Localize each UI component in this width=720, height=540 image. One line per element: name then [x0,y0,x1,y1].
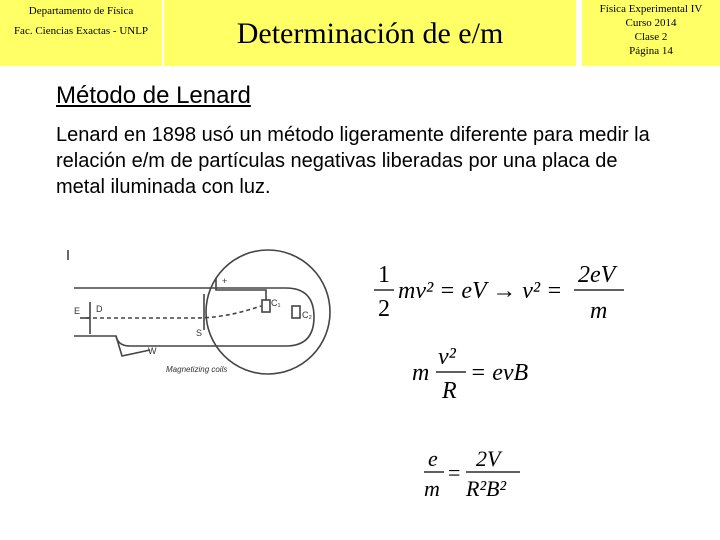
eq1-half-denominator: 2 [378,296,390,322]
eq3-right-denominator: R²B² [466,476,507,501]
vacuum-tube [74,288,314,346]
faculty-label: Fac. Ciencias Exactas - UNLP [13,25,149,37]
slide-topic-title: Determinación de e/m [236,17,504,50]
c2-label: C₂ [302,310,312,320]
course-year: Curso 2014 [625,17,677,29]
eq1-right-numerator: 2eV [578,262,616,288]
coil-caption: Magnetizing coils [166,365,228,374]
eq2-denominator: R [442,378,457,404]
page-number: Página 14 [629,45,673,57]
eq1-half-numerator: 1 [378,262,390,288]
plus-terminal-label: + [222,276,228,286]
eq3-equals: = [448,460,461,485]
d-label: D [96,304,103,314]
w-label: W [148,346,157,356]
class-number: Clase 2 [634,31,668,43]
c1-label: C₁ [271,298,281,308]
eq3-left-denominator: m [424,476,440,501]
e-label: E [74,306,81,316]
body-paragraph: Lenard en 1898 usó un método ligeramente diferente para medir la relación e/m de partículas negativas liberadas por una placa de metal iluminada con luz. [56,124,650,198]
equation-force [408,342,538,404]
eq2-numerator: v² [438,344,456,370]
equation-energy [372,258,632,326]
electron-path [86,306,261,318]
eq1-right-denominator: m [590,298,608,324]
collector-c2 [292,306,300,318]
course-name: Física Experimental IV [599,3,703,15]
lenard-apparatus-diagram [66,238,378,398]
eq1-middle-expression: mv² = eV → v² = [398,278,563,304]
eq3-left-numerator: e [428,446,438,471]
collector-c1 [262,300,270,312]
s-label: S [196,328,203,338]
department-label: Departamento de Física [28,5,134,17]
eq2-rhs: = evB [470,360,529,386]
slide-header [0,0,720,68]
eq3-right-numerator: 2V [476,446,501,471]
equation-e-over-m [420,444,530,504]
eq2-mass: m [412,360,430,386]
section-title: Método de Lenard [56,82,251,109]
